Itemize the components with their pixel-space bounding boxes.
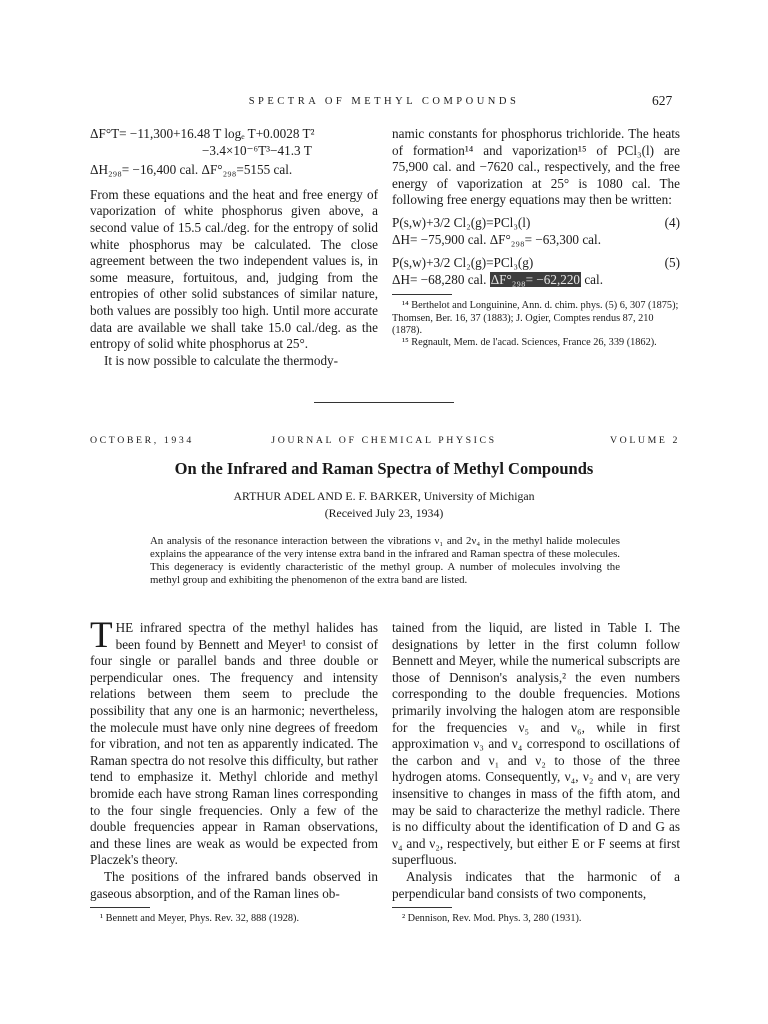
equation-4-number: (4) bbox=[664, 214, 680, 230]
equation-line-3: ΔH₂₉₈= −16,400 cal. ΔF°₂₉₈=5155 cal. bbox=[90, 162, 293, 178]
equation-5-dh: ΔH= −68,280 cal. bbox=[392, 271, 490, 287]
footnote-1: ¹ Bennett and Meyer, Phys. Rev. 32, 888 (1928). bbox=[100, 913, 300, 925]
equation-line-1: ΔF°T= −11,300+16.48 T logₑ T+0.0028 T² bbox=[90, 126, 315, 141]
footnote-15: ¹⁵ Regnault, Mem. de l'acad. Sciences, France 26, 339 (1862). bbox=[402, 336, 657, 348]
footnote-rule bbox=[392, 294, 452, 295]
abstract: An analysis of the resonance interaction between the vibrations ν₁ and 2ν₄ in the methyl halide molecules explains the appearance of the very intense extra band in the infrared and Raman spectra of these molecules. This degeneracy is evidently characteristic of the methyl group. A number of molecules involving the methyl group and exhibiting the phenomenon of the extra band are listed. bbox=[150, 535, 620, 586]
equation-4-text: P(s,w)+3/2 Cl₂(g)=PCl₃(l) bbox=[392, 214, 531, 230]
equation-4-values: ΔH= −75,900 cal. ΔF°₂₉₈= −63,300 cal. bbox=[392, 231, 601, 247]
journal-name: JOURNAL OF CHEMICAL PHYSICS bbox=[271, 435, 497, 446]
paragraph: tained from the liquid, are listed in Table I. The designations by letter in the first column follow Bennett and Meyer, while the numerical subscripts are those of Dennison's analysis,² the even numbers corresponding to the double frequencies. Motions primarily involving the halogen atom are responsible for the frequencies ν₅ and ν₆, while in first approximation ν₃ and ν₄ correspond to oscillations of the carbon and ν₁ and ν₂ to those of the three hydrogen atoms. Consequently, ν₄, ν₂ and ν₁ are very insensitive to changes in mass of the fifth atom, and may be said to characterize the methyl radicle. There is no difficulty about the identification of D and G as ν₄ and ν₂, respectively, but either E or F seems at first superfluous. bbox=[392, 620, 680, 868]
section-separator bbox=[314, 402, 454, 403]
paragraph: It is now possible to calculate the thermody- bbox=[104, 352, 339, 368]
journal-date: OCTOBER, 1934 bbox=[90, 435, 194, 446]
paragraph bbox=[90, 615, 378, 869]
paragraph: namic constants for phosphorus trichloride. The heats of formation¹⁴ and vaporization¹⁵ of PCl₃(l) are 75,900 cal. and −7620 cal., respectively, and the free energy of vaporization at 25° is 1080 cal. The following free energy equations may then be written: bbox=[392, 126, 680, 208]
footnote-rule bbox=[392, 907, 452, 908]
top-right-column bbox=[392, 126, 680, 349]
drop-cap: T bbox=[90, 615, 113, 656]
article-authors: ARTHUR ADEL AND E. F. BARKER, University of Michigan bbox=[233, 489, 535, 503]
equation-5-unit: cal. bbox=[581, 271, 603, 287]
footnote-2: ² Dennison, Rev. Mod. Phys. 3, 280 (1931). bbox=[402, 913, 582, 925]
equation-5-number: (5) bbox=[664, 255, 680, 271]
journal-volume: VOLUME 2 bbox=[610, 435, 681, 446]
paragraph: Analysis indicates that the harmonic of a perpendicular band consists of two components, bbox=[392, 868, 680, 901]
top-left-column bbox=[90, 126, 378, 369]
equation-5-text: P(s,w)+3/2 Cl₂(g)=PCl₃(g) bbox=[392, 255, 534, 271]
equation-5-values bbox=[392, 272, 680, 289]
paragraph: The positions of the infrared bands observed in gaseous absorption, and of the Raman lines ob- bbox=[90, 868, 378, 901]
running-title: SPECTRA OF METHYL COMPOUNDS bbox=[248, 96, 520, 107]
received-date: (Received July 23, 1934) bbox=[324, 506, 444, 520]
page-number: 627 bbox=[652, 93, 673, 108]
body-left-column bbox=[90, 615, 378, 925]
body-right-column bbox=[392, 620, 680, 925]
footnote-14: ¹⁴ Berthelot and Longuinine, Ann. d. chim. phys. (5) 6, 307 (1875); Thomsen, Ber. 16, 37 (1883); J. Ogier, Comptes rendus 87, 210 (1878). bbox=[392, 300, 679, 336]
equation-5 bbox=[392, 255, 680, 272]
equation-line-2: −3.4×10⁻⁶T³−41.3 T bbox=[202, 142, 312, 158]
paragraph-text: HE infrared spectra of the methyl halides has been found by Bennett and Meyer¹ to consist of four single or parallel bands and three double or perpendicular ones. The frequency and intensity relations between them seem to preclude the possibility that any one is an harmonic; nevertheless, the molecule must have only nine degrees of freedom for vibration, and not ten as apparently indicated. The Raman spectra do not resolve this difficulty, but rather tend to emphasize it. Methyl chloride and methyl bromide each have strong Raman lines corresponding to the four single frequencies. Only a few of the double frequencies appear in Raman observations, and these lines are weak as would be expected from Placzek's theory. bbox=[90, 620, 378, 868]
highlighted-free-energy: ΔF°₂₉₈= −62,220 bbox=[490, 271, 581, 287]
paragraph: From these equations and the heat and free energy of vaporization of white phosphorus given above, a second value of 15.5 cal./deg. for the entropy of solid white phosphorus may be calculated. The close agreement between the two independent values is, in some measure, fortuitous, and, judging from the entropies of other solid substances of similar nature, both values are possibly too high. Until more accurate data are available we shall take 15.0 cal./deg. as the entropy of solid white phosphorus at 25°. bbox=[90, 186, 378, 352]
equation-4 bbox=[392, 215, 680, 232]
article-title: On the Infrared and Raman Spectra of Methyl Compounds bbox=[174, 459, 594, 478]
footnote-rule bbox=[90, 907, 150, 908]
